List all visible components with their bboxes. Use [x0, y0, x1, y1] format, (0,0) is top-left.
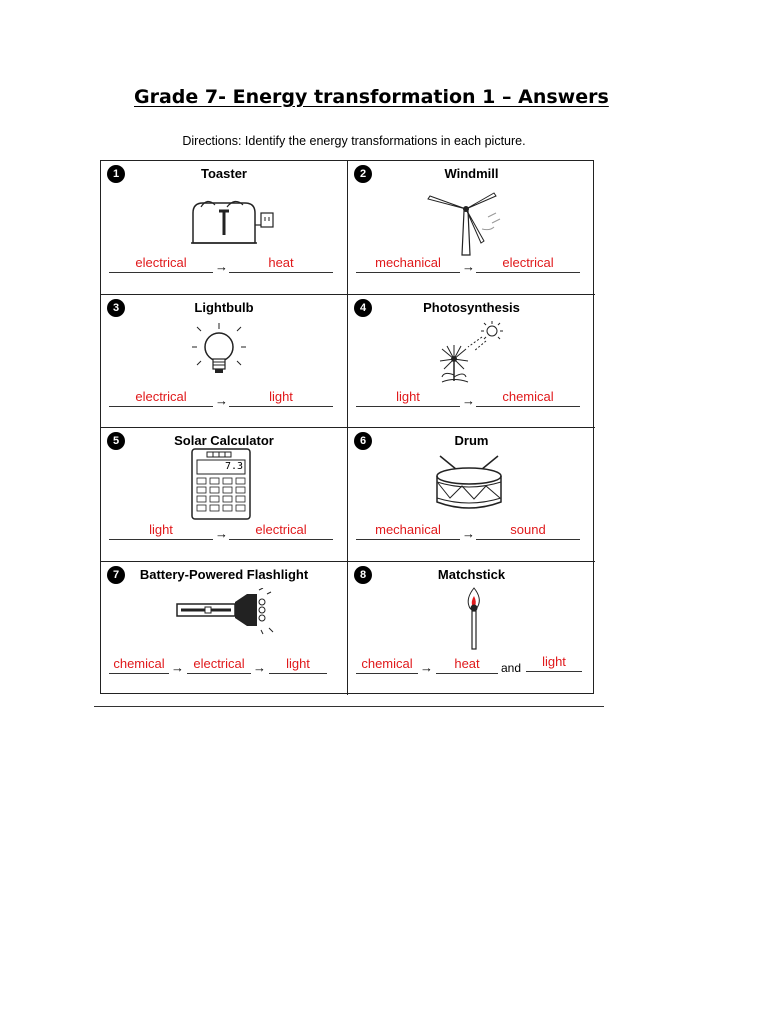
lightbulb-icon — [189, 321, 249, 381]
cell-title: Drum — [454, 433, 489, 448]
divider-line — [94, 706, 604, 707]
cell-title: Photosynthesis — [423, 299, 520, 315]
flower-sun-icon — [432, 319, 512, 385]
drum-icon — [434, 452, 504, 512]
matchstick-icon — [462, 586, 486, 652]
arrow-icon: → — [171, 659, 184, 675]
cell-drum — [348, 428, 595, 562]
cell-number: 4 — [354, 299, 372, 317]
cell-toaster — [101, 161, 348, 295]
cell-number: 7 — [107, 566, 125, 584]
cell-windmill — [348, 161, 595, 295]
answer-blank[interactable]: mechanical — [356, 256, 460, 273]
arrow-icon: → — [462, 392, 475, 408]
cell-number: 2 — [354, 165, 372, 183]
calculator-display: 7.3 — [224, 461, 243, 472]
answer-blank[interactable]: light — [229, 390, 333, 407]
arrow-icon: → — [253, 659, 266, 675]
cell-number: 6 — [354, 432, 372, 450]
cell-title: Lightbulb — [194, 299, 254, 315]
cell-number: 8 — [354, 566, 372, 584]
cell-flashlight — [101, 562, 348, 696]
arrow-icon: → — [462, 526, 475, 541]
arrow-icon: → — [215, 526, 228, 541]
answer-blank[interactable]: light — [356, 390, 460, 407]
answer-blank[interactable]: light — [269, 657, 327, 674]
answer-blank[interactable]: mechanical — [356, 523, 460, 540]
worksheet-grid — [100, 160, 594, 694]
answer-blank[interactable]: chemical — [356, 657, 418, 674]
cell-lightbulb — [101, 295, 348, 429]
cell-number: 1 — [107, 165, 125, 183]
cell-title: Matchstick — [437, 566, 506, 582]
cell-number: 5 — [107, 432, 125, 450]
cell-solar-calculator — [101, 428, 348, 562]
flashlight-icon — [175, 588, 275, 636]
answer-blank[interactable]: electrical — [109, 256, 213, 273]
cell-title: Windmill — [444, 166, 499, 181]
windmill-icon — [424, 189, 514, 259]
page-title: Grade 7- Energy transformation 1 – Answers — [134, 86, 609, 108]
cell-title: Solar Calculator — [174, 433, 274, 448]
directions-text: Directions: Identify the energy transformations in each picture. — [182, 134, 526, 148]
cell-title: Toaster — [201, 166, 247, 181]
arrow-icon: → — [420, 659, 433, 675]
arrow-icon: → — [215, 259, 228, 274]
answer-blank[interactable]: electrical — [229, 523, 333, 540]
arrow-icon: → — [215, 392, 228, 408]
answer-blank[interactable]: heat — [229, 256, 333, 273]
cell-title: Battery-Powered Flashlight — [139, 566, 309, 582]
cell-number: 3 — [107, 299, 125, 317]
and-word: and — [501, 660, 522, 675]
answer-blank[interactable]: chemical — [476, 390, 580, 407]
answer-blank[interactable]: heat — [436, 657, 498, 674]
toaster-icon — [187, 195, 277, 247]
answer-blank[interactable]: electrical — [109, 390, 213, 407]
cell-matchstick — [348, 562, 595, 696]
arrow-icon: → — [462, 259, 475, 274]
calculator-icon — [191, 448, 251, 520]
answer-blank[interactable]: light — [526, 655, 582, 672]
cell-photosynthesis — [348, 295, 595, 429]
answer-blank[interactable]: chemical — [109, 657, 169, 674]
answer-blank[interactable]: electrical — [476, 256, 580, 273]
answer-blank[interactable]: light — [109, 523, 213, 540]
answer-blank[interactable]: sound — [476, 523, 580, 540]
answer-blank[interactable]: electrical — [187, 657, 251, 674]
